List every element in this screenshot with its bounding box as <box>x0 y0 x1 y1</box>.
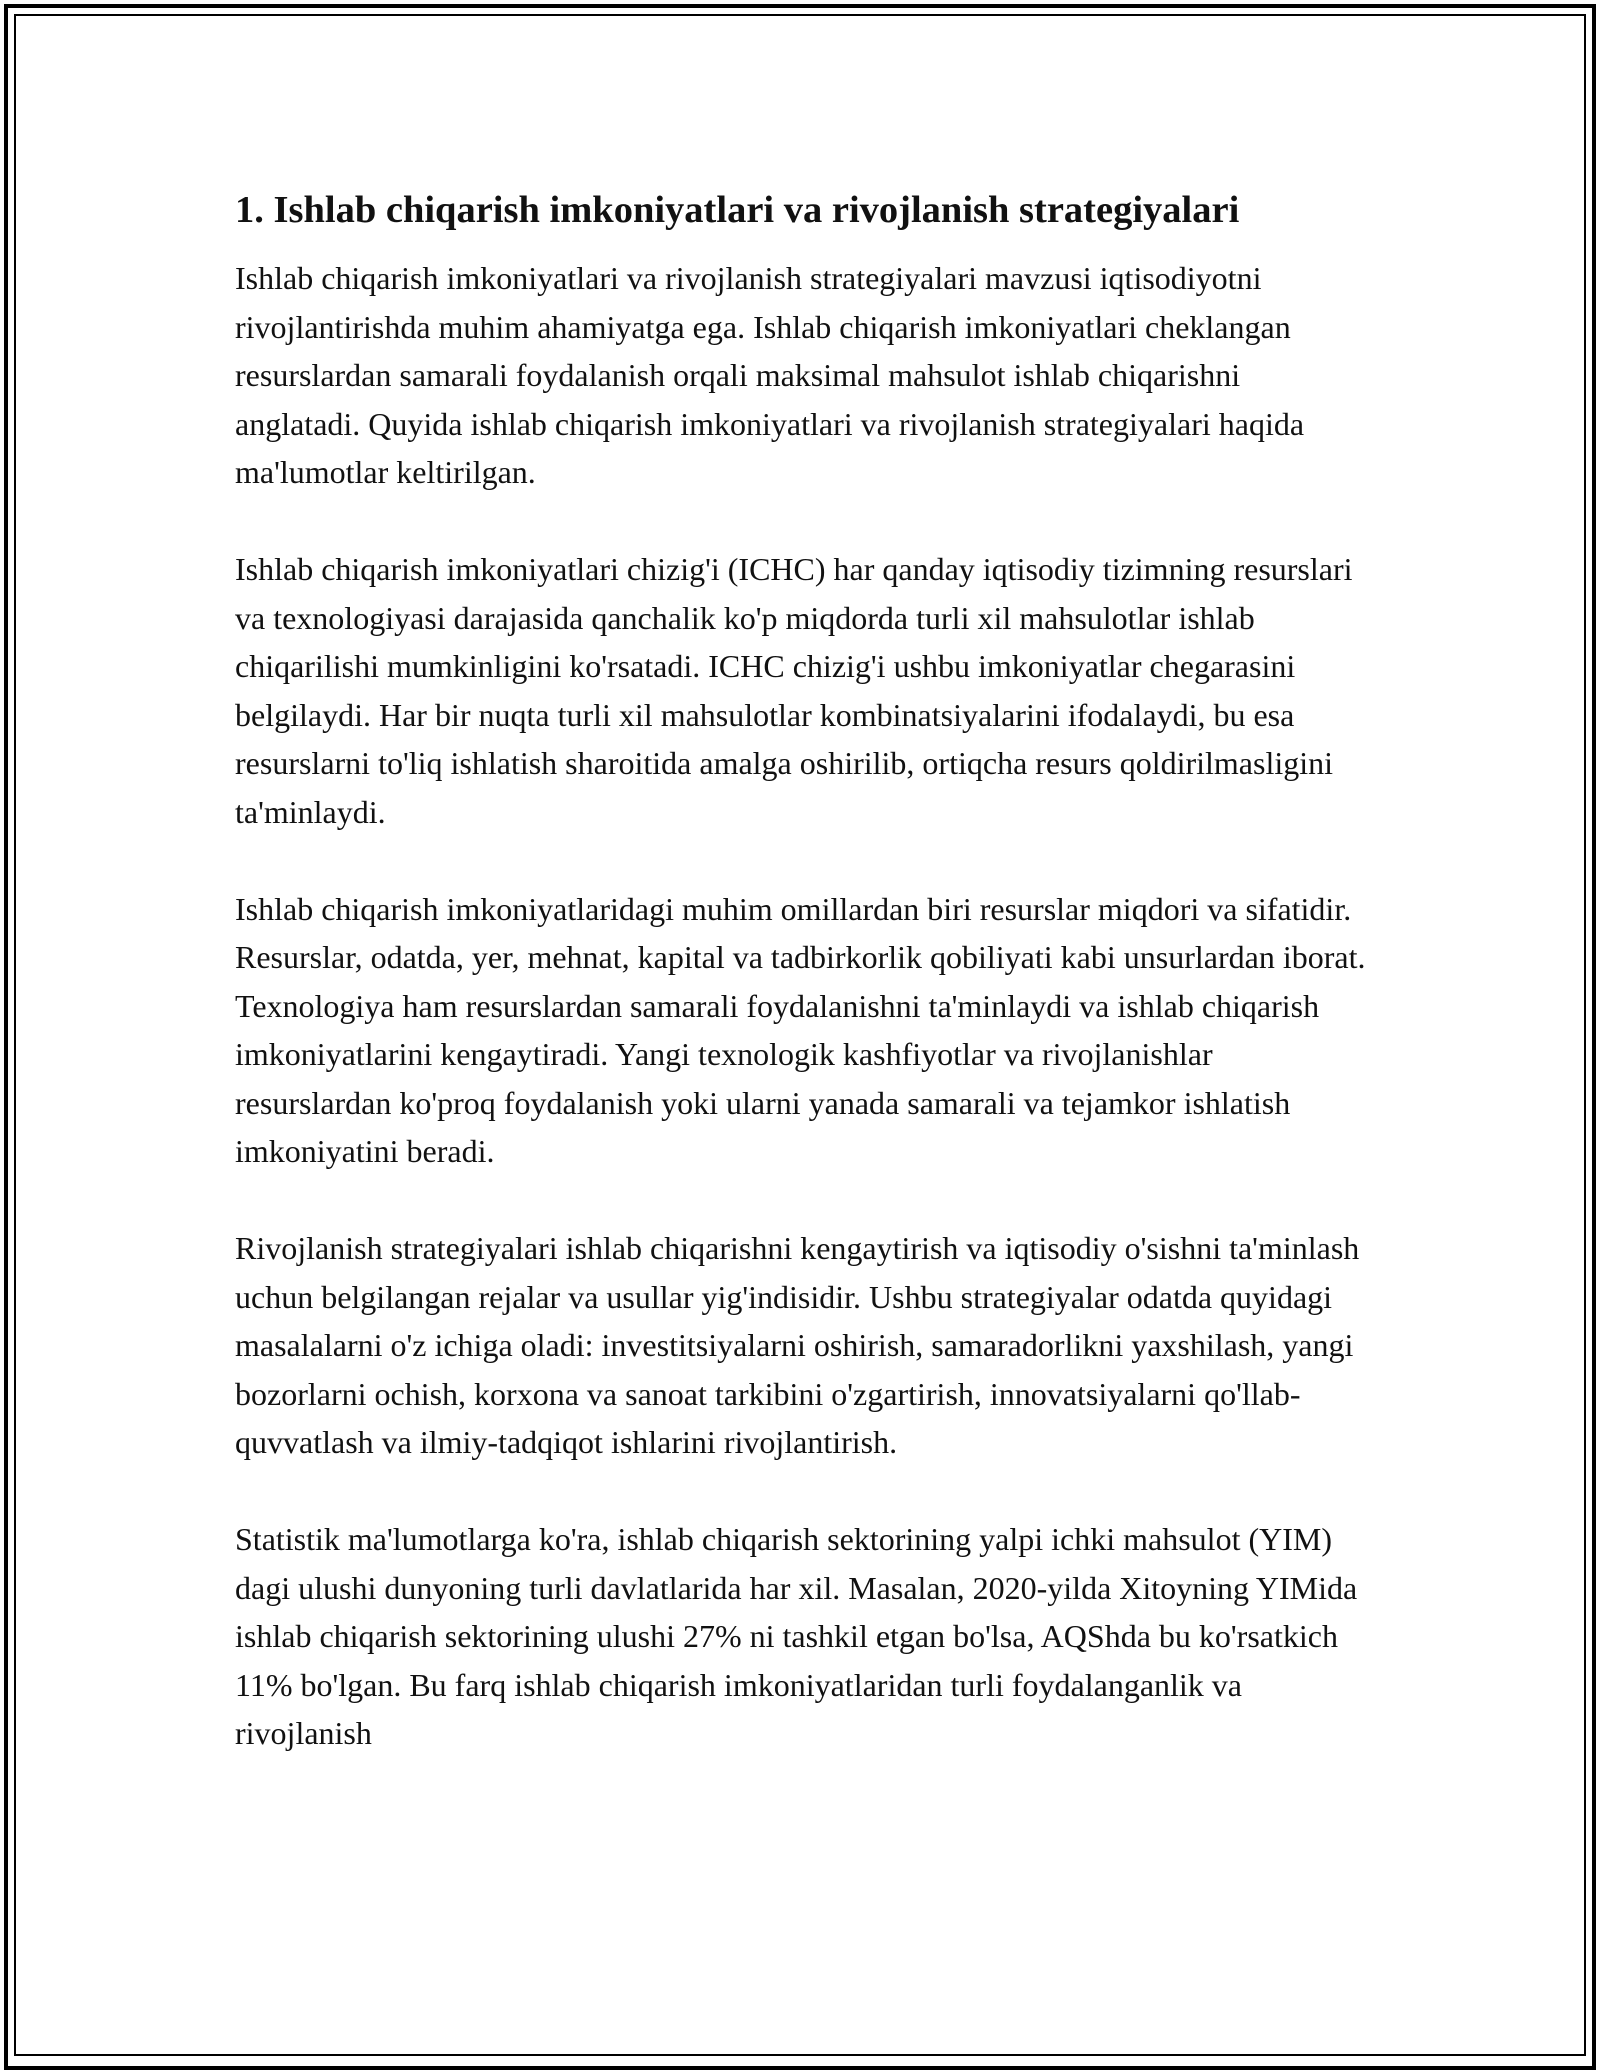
paragraph-intro: Ishlab chiqarish imkoniyatlari va rivojlanish strategiyalari mavzusi iqtisodiyotni rivojlantirishda muhim ahamiyatga ega. Ishlab chiqarish imkoniyatlari cheklangan resurslardan samarali foydalanish orqali maksimal mahsulot ishlab chiqarishni anglatadi. Quyida ishlab chiqarish imkoniyatlari va rivojlanish strategiyalari haqida ma'lumotlar keltirilgan. <box>235 260 1305 490</box>
paragraph-strategies: Rivojlanish strategiyalari ishlab chiqarishni kengaytirish va iqtisodiy o'sishni ta'minlash uchun belgilangan rejalar va usullar yig'indisidir. Ushbu strategiyalar odatda quyidagi masalalarni o'z ichiga oladi: investitsiyalarni oshirish, samaradorlikni yaxshilash, yangi bozorlarni ochish, korxona va sanoat tarkibini o'zgartirish, innovatsiyalarni qo'llab-quvvatlash va ilmiy-tadqiqot ishlarini rivojlantirish. <box>235 1230 1360 1460</box>
paragraph-resources: Ishlab chiqarish imkoniyatlaridagi muhim omillardan biri resurslar miqdori va sifatidir. Resurslar, odatda, yer, mehnat, kapital va tadbirkorlik qobiliyati kabi unsurlardan iborat. Texnologiya ham resurslardan samarali foydalanishni ta'minlaydi va ishlab chiqarish imkoniyatlarini kengaytiradi. Yangi texnologik kashfiyotlar va rivojlanishlar resurslardan ko'proq foydalanish yoki ularni yanada samarali va tejamkor ishlatish imkoniyatini beradi. <box>235 890 1366 1169</box>
paragraph-statistics: Statistik ma'lumotlarga ko'ra, ishlab chiqarish sektorining yalpi ichki mahsulot (YIM) dagi ulushi dunyoning turli davlatlarida har xil. Masalan, 2020-yilda Xitoyning YIMida ishlab chiqarish sektorining ulushi 27% ni tashkil etgan bo'lsa, AQShda bu ko'rsatkich 11% bo'lgan. Bu farq ishlab chiqarish imkoniyatlaridan turli foydalanganlik va rivojlanish <box>235 1521 1358 1751</box>
paragraph-ichc: Ishlab chiqarish imkoniyatlari chizig'i (ICHC) har qanday iqtisodiy tizimning resurslari va texnologiyasi darajasida qanchalik ko'p miqdorda turli xil mahsulotlar ishlab chiqarilishi mumkinligini ko'rsatadi. ICHC chizig'i ushbu imkoniyatlar chegarasini belgilaydi. Har bir nuqta turli xil mahsulotlar kombinatsiyalarini ifodalaydi, bu esa resurslarni to'liq ishlatish sharoitida amalga oshirilib, ortiqcha resurs qoldirilmasligini ta'minlaydi. <box>235 551 1353 830</box>
document-title: 1. Ishlab chiqarish imkoniyatlari va rivojlanish strategiyalari <box>235 189 1240 231</box>
document-body <box>235 185 1370 1806</box>
